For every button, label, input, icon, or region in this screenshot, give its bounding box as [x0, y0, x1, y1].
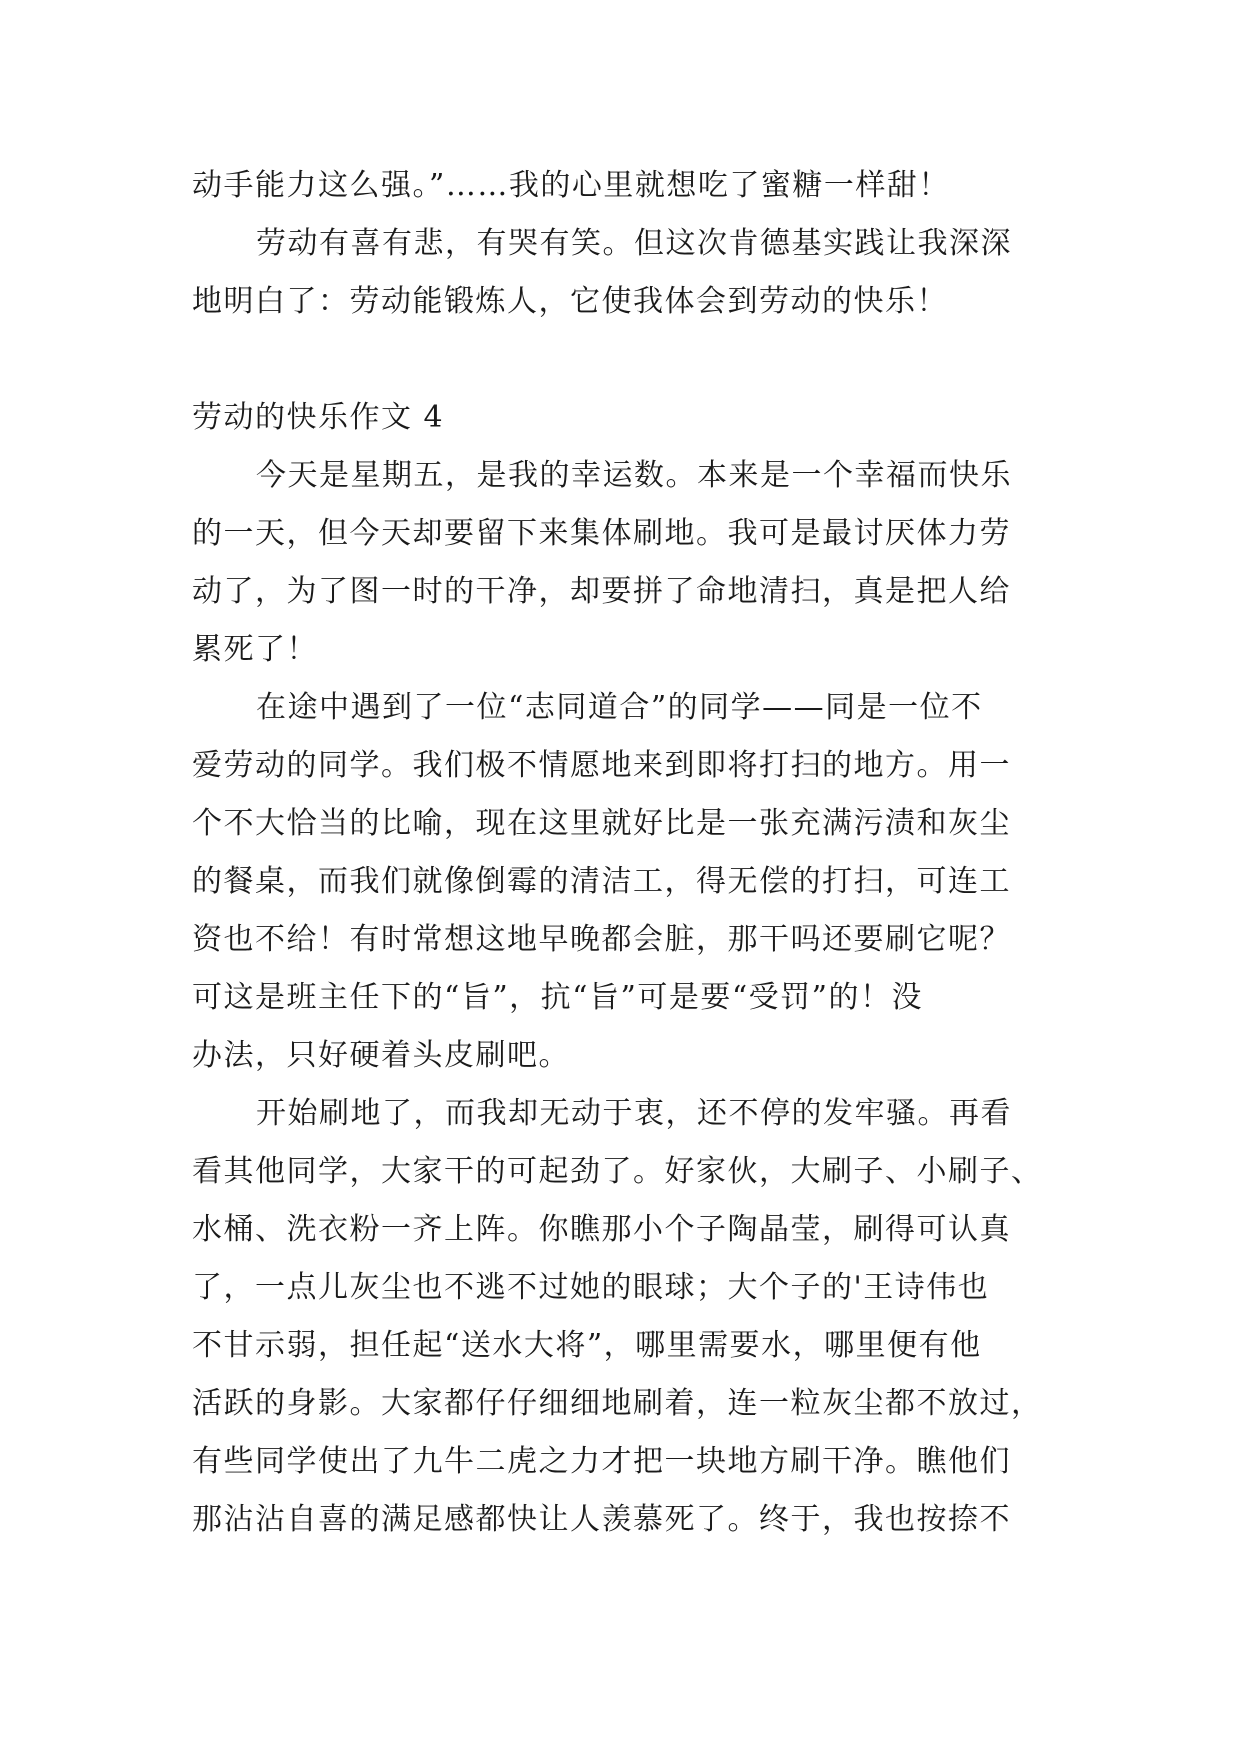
paragraph-line: 活跃的身影。大家都仔仔细细地刷着，连一粒灰尘都不放过， [192, 1386, 1043, 1421]
paragraph-line: 看其他同学，大家干的可起劲了。好家伙，大刷子、小刷子、 [192, 1154, 1043, 1189]
paragraph-line: 水桶、洗衣粉一齐上阵。你瞧那小个子陶晶莹，刷得可认真 [192, 1212, 1011, 1247]
paragraph-line: 地明白了：劳动能锻炼人，它使我体会到劳动的快乐！ [192, 284, 948, 319]
paragraph-line: 动手能力这么强。”……我的心里就想吃了蜜糖一样甜！ [192, 168, 950, 203]
paragraph-line: 动了，为了图一时的干净，却要拼了命地清扫，真是把人给 [192, 574, 1011, 609]
paragraph-line: 办法，只好硬着头皮刷吧。 [192, 1038, 570, 1073]
paragraph-line: 在途中遇到了一位“志同道合”的同学——同是一位不 [256, 690, 983, 725]
paragraph-line: 那沾沾自喜的满足感都快让人羡慕死了。终于，我也按捺不 [192, 1502, 1011, 1537]
paragraph-line: 今天是星期五，是我的幸运数。本来是一个幸福而快乐 [256, 458, 1012, 493]
paragraph-line: 个不大恰当的比喻，现在这里就好比是一张充满污渍和灰尘 [192, 806, 1011, 841]
paragraph-line: 资也不给！有时常想这地早晚都会脏，那干吗还要刷它呢？ [192, 922, 1011, 957]
paragraph-line: 不甘示弱，担任起“送水大将”，哪里需要水，哪里便有他 [192, 1328, 982, 1363]
paragraph-line: 可这是班主任下的“旨”，抗“旨”可是要“受罚”的！没 [192, 980, 924, 1015]
paragraph-line: 的餐桌，而我们就像倒霉的清洁工，得无偿的打扫，可连工 [192, 864, 1011, 899]
paragraph-line: 的一天，但今天却要留下来集体刷地。我可是最讨厌体力劳 [192, 516, 1011, 551]
paragraph-line: 了，一点儿灰尘也不逃不过她的眼球；大个子的'王诗伟也 [192, 1270, 990, 1305]
paragraph-line: 劳动有喜有悲，有哭有笑。但这次肯德基实践让我深深 [256, 226, 1012, 261]
paragraph-line: 累死了！ [192, 632, 318, 667]
section-heading: 劳动的快乐作文 4 [192, 400, 445, 435]
paragraph-line: 有些同学使出了九牛二虎之力才把一块地方刷干净。瞧他们 [192, 1444, 1011, 1479]
paragraph-line: 爱劳动的同学。我们极不情愿地来到即将打扫的地方。用一 [192, 748, 1011, 783]
paragraph-line: 开始刷地了，而我却无动于衷，还不停的发牢骚。再看 [256, 1096, 1012, 1131]
